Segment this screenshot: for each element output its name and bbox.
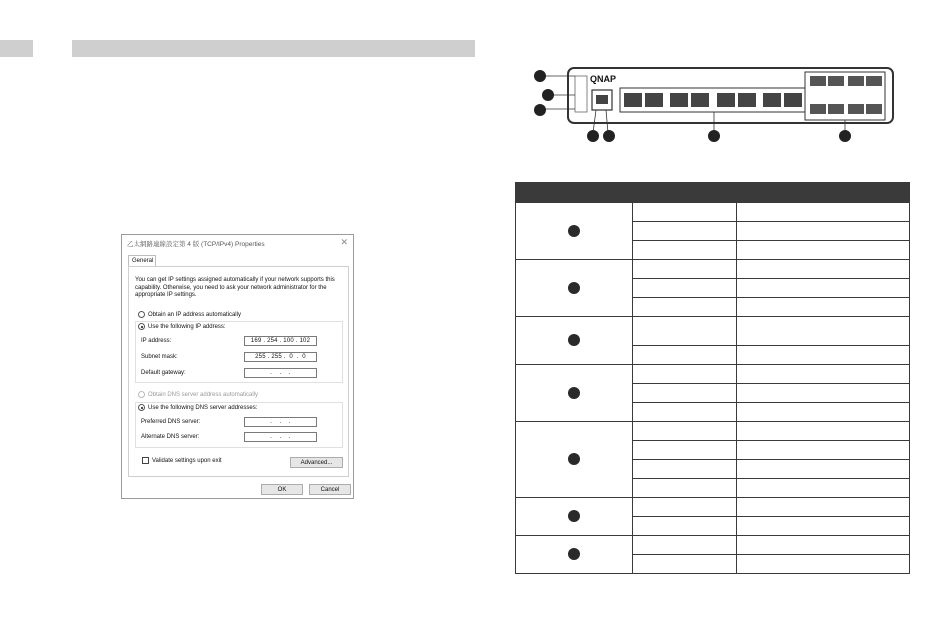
rj45-port — [670, 93, 688, 107]
table-cell — [633, 298, 737, 317]
checkbox-icon[interactable] — [142, 457, 149, 464]
use-following-dns-option[interactable] — [138, 404, 257, 411]
table-row — [516, 536, 910, 555]
table-cell — [633, 498, 737, 517]
default-gateway-label: Default gateway: — [141, 370, 186, 376]
table-cell — [633, 517, 737, 536]
table-cell-marker — [516, 203, 633, 260]
table-cell — [633, 279, 737, 298]
sfp-port — [866, 104, 882, 114]
table-cell — [737, 498, 910, 517]
table-cell — [633, 536, 737, 555]
subnet-mask-label: Subnet mask: — [141, 354, 178, 360]
use-following-dns-label: Use the following DNS server addresses: — [148, 404, 258, 411]
use-following-ip-label: Use the following IP address: — [148, 323, 226, 330]
table-cell — [633, 479, 737, 498]
radio-selected-icon[interactable] — [138, 323, 145, 330]
table-row — [516, 317, 910, 346]
table-row — [516, 203, 910, 222]
callout-marker-4 — [587, 130, 599, 142]
table-cell — [633, 441, 737, 460]
ok-button[interactable]: OK — [261, 484, 303, 495]
sfp-port — [866, 76, 882, 86]
rj45-port — [624, 93, 642, 107]
use-following-ip-option[interactable] — [138, 323, 226, 330]
table-cell — [737, 536, 910, 555]
close-icon[interactable]: ✕ — [340, 237, 348, 247]
preferred-dns-field[interactable]: . . . — [244, 417, 317, 427]
table-cell-marker — [516, 317, 633, 365]
table-cell — [737, 422, 910, 441]
dialog-title: 乙太網路連線設定第 4 版 (TCP/IPv4) Properties — [127, 241, 265, 248]
callout-marker-7 — [839, 130, 851, 142]
table-cell — [633, 241, 737, 260]
ip-address-field[interactable]: 169 . 254 . 100 . 102 — [244, 336, 317, 346]
table-cell — [633, 260, 737, 279]
radio-icon[interactable] — [138, 311, 145, 318]
marker-6-icon — [568, 510, 580, 522]
marker-7-icon — [568, 548, 580, 560]
table-cell — [737, 479, 910, 498]
table-row — [516, 498, 910, 517]
marker-2-icon — [568, 282, 580, 294]
table-cell-marker — [516, 260, 633, 317]
alternate-dns-field[interactable]: . . . — [244, 432, 317, 442]
table-cell — [737, 384, 910, 403]
table-cell — [737, 517, 910, 536]
callout-marker-6 — [708, 130, 720, 142]
cancel-button[interactable]: Cancel — [309, 484, 351, 495]
subnet-mask-field[interactable]: 255 . 255 . 0 . 0 — [244, 352, 317, 362]
validate-settings-label: Validate settings upon exit — [152, 457, 222, 464]
table-cell — [633, 422, 737, 441]
table-cell — [737, 241, 910, 260]
table-cell-marker — [516, 365, 633, 422]
table-cell — [737, 222, 910, 241]
marker-1-icon — [568, 225, 580, 237]
ip-address-label: IP address: — [141, 338, 172, 344]
sfp-port — [810, 76, 826, 86]
table-cell — [633, 365, 737, 384]
sfp-port — [828, 104, 844, 114]
callout-marker-2 — [542, 89, 554, 101]
rj45-port — [691, 93, 709, 107]
obtain-dns-auto-option[interactable] — [138, 391, 258, 398]
table-row — [516, 260, 910, 279]
dialog-description: You can get IP settings assigned automatically if your network supports this capability. Otherwise, you need to ask your network administrator for the appropriate IP settings. — [135, 277, 335, 298]
table-cell — [633, 403, 737, 422]
table-cell — [737, 298, 910, 317]
table-cell — [737, 365, 910, 384]
table-header-cell — [516, 183, 633, 203]
table-cell — [633, 203, 737, 222]
sfp-port — [810, 104, 826, 114]
table-cell — [633, 222, 737, 241]
table-cell — [737, 346, 910, 365]
switch-front-panel-diagram — [520, 60, 900, 150]
radio-selected-icon[interactable] — [138, 404, 145, 411]
alternate-dns-label: Alternate DNS server: — [141, 434, 200, 440]
table-cell-marker — [516, 422, 633, 498]
sfp-port — [828, 76, 844, 86]
sfp-port — [848, 104, 864, 114]
table-row — [516, 365, 910, 384]
table-cell — [633, 346, 737, 365]
callout-marker-3 — [534, 104, 546, 116]
component-table — [515, 182, 910, 574]
advanced-button[interactable]: Advanced... — [290, 457, 343, 468]
tab-general[interactable]: General — [128, 255, 156, 266]
callout-marker-5 — [603, 130, 615, 142]
table-cell — [737, 279, 910, 298]
rj45-port — [763, 93, 781, 107]
table-cell — [633, 384, 737, 403]
table-header-cell — [633, 183, 737, 203]
radio-disabled-icon[interactable] — [138, 391, 145, 398]
brand-logo: QNAP — [590, 74, 617, 84]
table-cell — [737, 403, 910, 422]
obtain-dns-auto-label: Obtain DNS server address automatically — [148, 391, 259, 398]
table-row — [516, 422, 910, 441]
table-cell — [633, 460, 737, 479]
table-cell — [737, 260, 910, 279]
marker-5-icon — [568, 453, 580, 465]
rj45-port — [717, 93, 735, 107]
callout-marker-1 — [534, 70, 546, 82]
preferred-dns-label: Preferred DNS server: — [141, 419, 201, 425]
header-tab-marker — [0, 40, 33, 57]
sfp-port — [848, 76, 864, 86]
table-cell — [737, 317, 910, 346]
ipv4-properties-dialog — [121, 234, 354, 499]
rj45-port — [645, 93, 663, 107]
obtain-ip-auto-option[interactable] — [138, 311, 241, 318]
table-cell — [737, 460, 910, 479]
section-header-bar — [72, 40, 475, 57]
table-cell — [737, 555, 910, 574]
table-cell — [633, 555, 737, 574]
obtain-ip-auto-label: Obtain an IP address automatically — [148, 311, 241, 318]
marker-3-icon — [568, 334, 580, 346]
rj45-port — [784, 93, 802, 107]
table-cell — [737, 203, 910, 222]
table-cell-marker — [516, 498, 633, 536]
rj45-port — [738, 93, 756, 107]
table-cell — [633, 317, 737, 346]
table-cell-marker — [516, 536, 633, 574]
table-header-row — [516, 183, 910, 203]
table-cell — [737, 441, 910, 460]
default-gateway-field[interactable]: . . . — [244, 368, 317, 378]
marker-4-icon — [568, 387, 580, 399]
table-header-cell — [737, 183, 910, 203]
management-port-jack — [596, 95, 608, 104]
validate-settings-option[interactable] — [142, 457, 222, 464]
